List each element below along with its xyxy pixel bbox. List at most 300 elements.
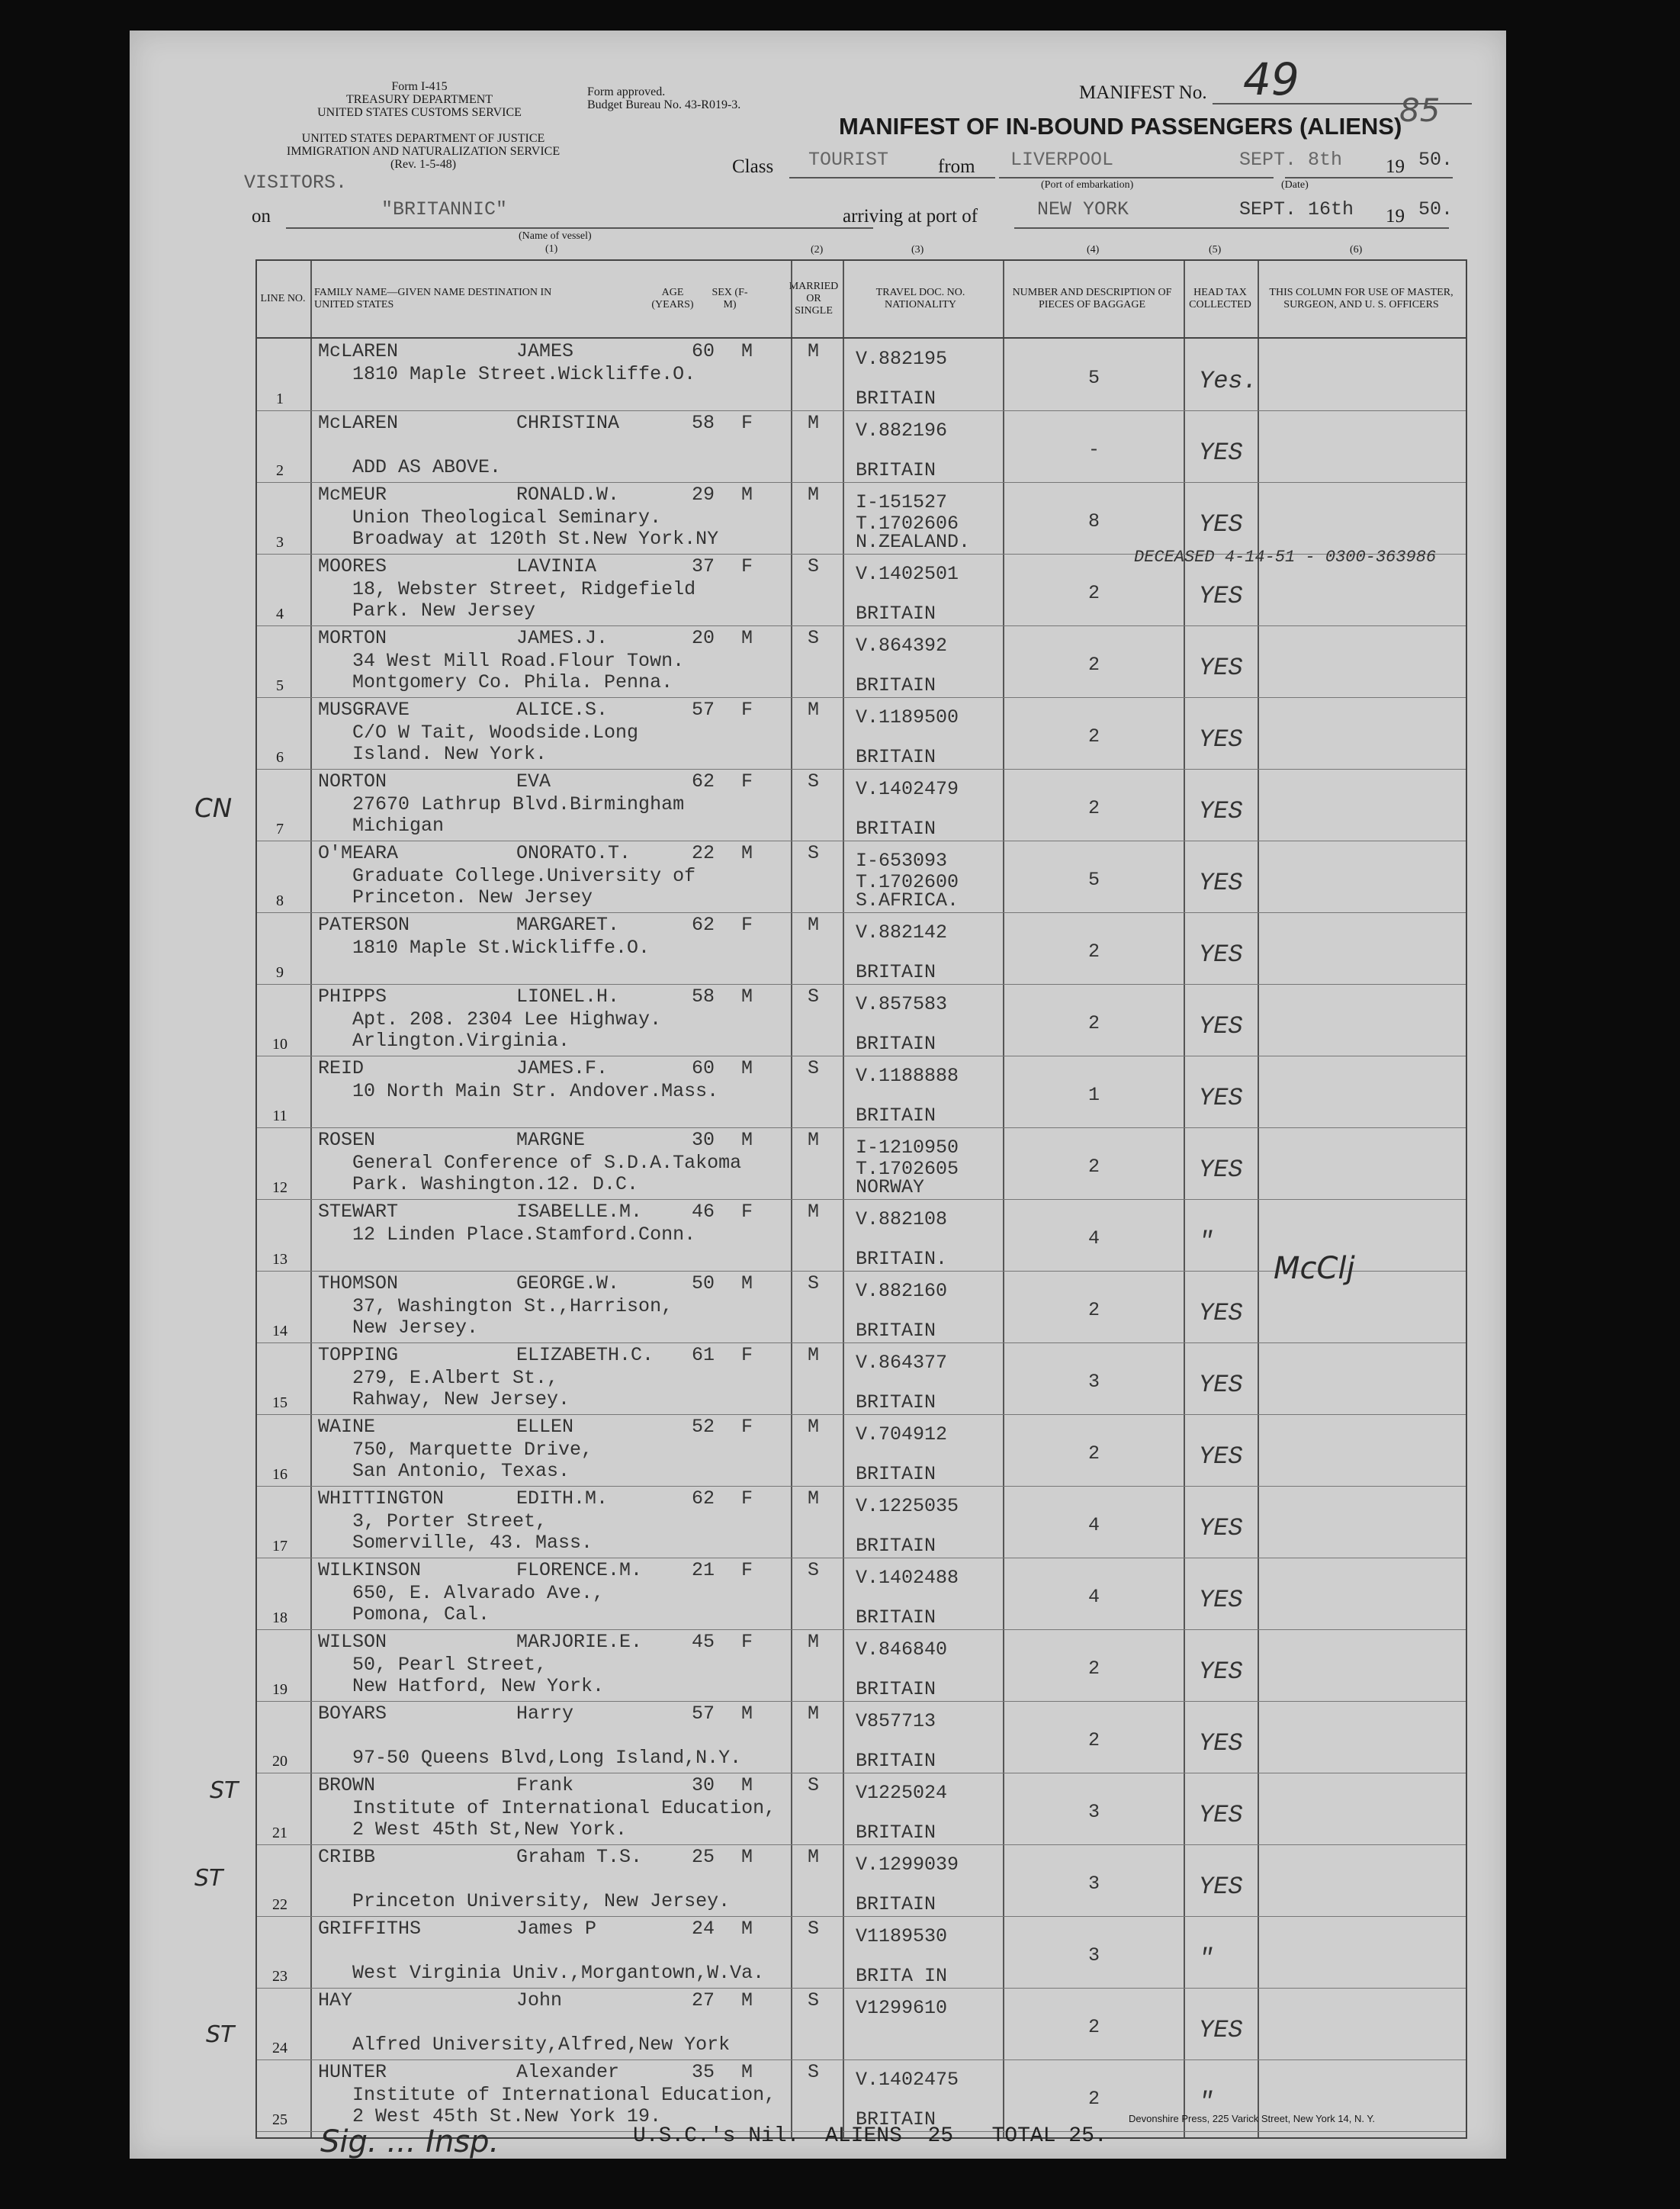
passenger-address-line2: 2 West 45th St.New York 19.: [352, 2105, 662, 2127]
passenger-nationality: BRITAIN: [856, 1606, 936, 1629]
class-label: Class: [732, 156, 774, 177]
passenger-given-name: Frank: [516, 1774, 574, 1796]
passenger-nationality: BRITAIN: [856, 674, 936, 696]
head-tax-collected: YES: [1199, 654, 1243, 682]
form-rev: (Rev. 1-5-48): [390, 158, 457, 171]
travel-doc-number: V.704912: [856, 1423, 948, 1445]
baggage-count: 3: [1088, 1873, 1100, 1895]
passenger-sex: M: [741, 1774, 753, 1796]
travel-doc-number: V.1299039: [856, 1854, 959, 1876]
passenger-age: 20: [692, 627, 715, 649]
manifest-label: MANIFEST No.: [1079, 82, 1207, 103]
passenger-family-name: WAINE: [318, 1416, 376, 1438]
travel-doc-number-2: T.1702600: [856, 871, 959, 893]
header-divider: [257, 337, 1466, 339]
head-tax-collected: YES: [1199, 582, 1243, 610]
col-num-5: (5): [1209, 244, 1222, 256]
baggage-count: 3: [1088, 1371, 1100, 1393]
passenger-family-name: WILSON: [318, 1631, 387, 1653]
passenger-address-line2: Somerville, 43. Mass.: [352, 1532, 593, 1554]
line-number: 6: [276, 749, 284, 766]
passenger-nationality: BRITAIN: [856, 1678, 936, 1700]
passenger-family-name: McLAREN: [318, 412, 399, 434]
passenger-family-name: PHIPPS: [318, 986, 387, 1008]
year-prefix-1: 19: [1386, 156, 1405, 177]
passenger-marital-status: M: [808, 1129, 820, 1151]
head-tax-collected: YES: [1199, 797, 1243, 825]
row-divider: [257, 410, 1466, 411]
row-divider: [257, 1486, 1466, 1487]
col-num-4: (4): [1087, 244, 1100, 256]
passenger-marital-status: M: [808, 1201, 820, 1223]
passenger-given-name: James P: [516, 1918, 597, 1940]
col-header-officers: THIS COLUMN FOR USE OF MASTER, SURGEON, AND U. S. OFFICERS: [1269, 287, 1454, 310]
passenger-marital-status: S: [808, 2061, 820, 2083]
margin-note-st: ST: [206, 2021, 235, 2048]
passenger-nationality: BRITAIN: [856, 1104, 936, 1127]
passenger-family-name: WHITTINGTON: [318, 1487, 445, 1510]
passenger-marital-status: S: [808, 986, 820, 1008]
col-header-baggage: NUMBER AND DESCRIPTION OF PIECES OF BAGGAGE: [1012, 287, 1172, 310]
passenger-nationality: BRITA IN: [856, 1965, 948, 1987]
passenger-given-name: LAVINIA: [516, 555, 597, 577]
passenger-sex: F: [741, 1487, 753, 1510]
class-value: TOURIST: [808, 149, 889, 171]
passenger-marital-status: M: [808, 914, 820, 936]
passenger-age: 29: [692, 484, 715, 506]
travel-doc-number: V.1188888: [856, 1065, 959, 1087]
arrival-line: [1014, 227, 1449, 229]
line-number: 7: [276, 821, 284, 838]
head-tax-collected: YES: [1199, 510, 1243, 539]
baggage-count: 4: [1088, 1514, 1100, 1536]
head-tax-collected: YES: [1199, 725, 1243, 754]
passenger-marital-status: M: [808, 699, 820, 721]
form-ins: IMMIGRATION AND NATURALIZATION SERVICE: [286, 145, 561, 158]
passenger-age: 62: [692, 770, 715, 793]
passenger-marital-status: M: [808, 1344, 820, 1366]
margin-note-st: ST: [194, 1865, 223, 1892]
travel-doc-number: V.1225035: [856, 1495, 959, 1517]
table-row: [257, 1559, 1466, 1630]
passenger-address-line1: 18, Webster Street, Ridgefield: [352, 578, 696, 600]
travel-doc-number: V.1402488: [856, 1567, 959, 1589]
passenger-address-line1: Graduate College.University of: [352, 865, 696, 887]
passenger-address-line2: Montgomery Co. Phila. Penna.: [352, 671, 673, 693]
line-number: 9: [276, 964, 284, 981]
table-row: [257, 770, 1466, 841]
line-number: 17: [272, 1538, 287, 1555]
vessel-caption: (Name of vessel): [519, 230, 592, 242]
passenger-family-name: MOORES: [318, 555, 387, 577]
baggage-count: 2: [1088, 1012, 1100, 1034]
passenger-address-line1: 10 North Main Str. Andover.Mass.: [352, 1080, 719, 1102]
baggage-count: 2: [1088, 1729, 1100, 1751]
passenger-family-name: WILKINSON: [318, 1559, 422, 1581]
from-line: [999, 177, 1274, 178]
passenger-sex: F: [741, 1416, 753, 1438]
passenger-address-line1: 279, E.Albert St.,: [352, 1367, 559, 1389]
passenger-sex: M: [741, 842, 753, 864]
page-number: 85: [1399, 92, 1441, 129]
passenger-marital-status: S: [808, 1559, 820, 1581]
passenger-address-line2: 97-50 Queens Blvd,Long Island,N.Y.: [352, 1747, 742, 1769]
col-header-sex: SEX (F-M): [712, 287, 748, 310]
passenger-address-line1: 37, Washington St.,Harrison,: [352, 1295, 673, 1317]
passenger-family-name: MUSGRAVE: [318, 699, 410, 721]
passenger-address-line2: Princeton. New Jersey: [352, 886, 593, 908]
passenger-given-name: EVA: [516, 770, 551, 793]
row-divider: [257, 984, 1466, 985]
line-number: 22: [272, 1896, 287, 1913]
row-divider: [257, 1629, 1466, 1630]
passenger-sex: M: [741, 1272, 753, 1294]
travel-doc-number: V857713: [856, 1710, 936, 1732]
passenger-address-line2: New Hatford, New York.: [352, 1675, 605, 1697]
margin-note-cn: CN: [194, 793, 233, 824]
passenger-address-line2: Rahway, New Jersey.: [352, 1388, 570, 1410]
passenger-family-name: BROWN: [318, 1774, 376, 1796]
passenger-family-name: STEWART: [318, 1201, 399, 1223]
passenger-address-line2: Park. Washington.12. D.C.: [352, 1173, 639, 1195]
passenger-address-line2: Island. New York.: [352, 743, 548, 765]
passenger-marital-status: M: [808, 1487, 820, 1510]
passenger-family-name: REID: [318, 1057, 365, 1079]
head-tax-collected: YES: [1199, 869, 1243, 897]
passenger-given-name: MARJORIE.E.: [516, 1631, 643, 1653]
arrival-date: SEPT. 16th: [1239, 198, 1354, 220]
line-number: 10: [272, 1036, 287, 1053]
passenger-family-name: HUNTER: [318, 2061, 387, 2083]
row-divider: [257, 769, 1466, 770]
baggage-count: 2: [1088, 941, 1100, 963]
baggage-count: 2: [1088, 1156, 1100, 1178]
passenger-age: 57: [692, 1703, 715, 1725]
passenger-given-name: JAMES: [516, 340, 574, 362]
passenger-marital-status: M: [808, 1846, 820, 1868]
arrival-port: NEW YORK: [1037, 198, 1129, 220]
passenger-address-line2: Alfred University,Alfred,New York: [352, 2034, 731, 2056]
passenger-given-name: ONORATO.T.: [516, 842, 631, 864]
passenger-family-name: NORTON: [318, 770, 387, 793]
line-number: 4: [276, 606, 284, 622]
vessel-col-number: (1): [545, 243, 558, 255]
passenger-marital-status: M: [808, 484, 820, 506]
row-divider: [257, 912, 1466, 913]
passenger-family-name: CRIBB: [318, 1846, 376, 1868]
table-row: [257, 986, 1466, 1056]
passenger-address-line1: 34 West Mill Road.Flour Town.: [352, 650, 685, 672]
passenger-sex: F: [741, 1201, 753, 1223]
travel-doc-number: V1225024: [856, 1782, 948, 1804]
passenger-nationality: BRITAIN: [856, 1463, 936, 1485]
head-tax-collected: Yes.: [1199, 367, 1258, 395]
baggage-count: 5: [1088, 869, 1100, 891]
date1-line: [1285, 177, 1453, 178]
col-header-tax: HEAD TAX COLLECTED: [1189, 287, 1251, 310]
passenger-given-name: ISABELLE.M.: [516, 1201, 643, 1223]
head-tax-collected: YES: [1199, 2016, 1243, 2044]
on-label: on: [252, 206, 271, 227]
passenger-marital-status: M: [808, 412, 820, 434]
line-number: 3: [276, 534, 284, 551]
from-label: from: [938, 156, 975, 177]
passenger-address-line2: Michigan: [352, 815, 445, 837]
vessel-line: [286, 227, 873, 229]
printer-imprint: Devonshire Press, 225 Varick Street, New York 14, N. Y.: [1129, 2113, 1375, 2124]
passenger-address-line2: West Virginia Univ.,Morgantown,W.Va.: [352, 1962, 765, 1984]
travel-doc-number-2: T.1702606: [856, 513, 959, 535]
travel-doc-number: V.1402501: [856, 563, 959, 585]
arriving-label: arriving at port of: [843, 206, 978, 227]
passenger-age: 57: [692, 699, 715, 721]
passenger-nationality: S.AFRICA.: [856, 889, 959, 912]
passenger-address-line2: Pomona, Cal.: [352, 1603, 490, 1625]
passenger-age: 25: [692, 1846, 715, 1868]
form-dept: TREASURY DEPARTMENT: [345, 93, 493, 106]
col-num-6: (6): [1350, 244, 1363, 256]
passenger-age: 30: [692, 1129, 715, 1151]
col-header-line: LINE NO.: [260, 293, 306, 304]
passenger-sex: F: [741, 770, 753, 793]
head-tax-collected: YES: [1199, 1729, 1243, 1757]
head-tax-collected: YES: [1199, 1658, 1243, 1686]
passenger-nationality: N.ZEALAND.: [856, 531, 971, 553]
passenger-marital-status: S: [808, 1272, 820, 1294]
passenger-given-name: FLORENCE.M.: [516, 1559, 643, 1581]
arrival-year: 50.: [1418, 198, 1454, 220]
passenger-marital-status: S: [808, 1057, 820, 1079]
line-number: 24: [272, 2040, 287, 2056]
line-number: 1: [276, 391, 284, 407]
passenger-sex: M: [741, 1846, 753, 1868]
head-tax-collected: YES: [1199, 1084, 1243, 1112]
travel-doc-number-2: T.1702605: [856, 1158, 959, 1180]
margin-note-st: ST: [210, 1777, 239, 1804]
table-row: [257, 1703, 1466, 1773]
baggage-count: 3: [1088, 1801, 1100, 1823]
travel-doc-number: V1299610: [856, 1997, 948, 2019]
passenger-family-name: THOMSON: [318, 1272, 399, 1294]
passenger-family-name: MORTON: [318, 627, 387, 649]
head-tax-collected: YES: [1199, 1514, 1243, 1542]
line-number: 5: [276, 677, 284, 694]
baggage-count: 1: [1088, 1084, 1100, 1106]
passenger-given-name: Alexander: [516, 2061, 620, 2083]
passenger-family-name: McLAREN: [318, 340, 399, 362]
passenger-age: 52: [692, 1416, 715, 1438]
head-tax-collected: YES: [1199, 1873, 1243, 1901]
head-tax-collected: YES: [1199, 1299, 1243, 1327]
date-caption: (Date): [1281, 179, 1309, 191]
passenger-address-line1: 12 Linden Place.Stamford.Conn.: [352, 1223, 696, 1246]
head-tax-collected: YES: [1199, 1156, 1243, 1184]
table-row: [257, 340, 1466, 411]
table-row: [257, 484, 1466, 555]
passenger-nationality: BRITAIN: [856, 1320, 936, 1342]
passenger-marital-status: M: [808, 340, 820, 362]
passenger-given-name: GEORGE.W.: [516, 1272, 620, 1294]
visitors-label: VISITORS.: [244, 172, 348, 194]
manifest-summary: U.S.C.'s Nil. ALIENS 25 TOTAL 25.: [633, 2124, 1107, 2148]
row-divider: [257, 1988, 1466, 1989]
passenger-nationality: BRITAIN: [856, 459, 936, 481]
line-number: 19: [272, 1681, 287, 1698]
passenger-address-line1: Institute of International Education,: [352, 2084, 776, 2106]
baggage-count: 4: [1088, 1586, 1100, 1608]
passenger-marital-status: S: [808, 1918, 820, 1940]
passenger-address-line1: Union Theological Seminary.: [352, 506, 662, 529]
passenger-family-name: HAY: [318, 1989, 353, 2011]
passenger-age: 58: [692, 986, 715, 1008]
passenger-given-name: ELLEN: [516, 1416, 574, 1438]
passenger-marital-status: S: [808, 627, 820, 649]
manifest-number: 49: [1243, 53, 1299, 105]
passenger-marital-status: S: [808, 770, 820, 793]
passenger-marital-status: S: [808, 1774, 820, 1796]
travel-doc-number: I-653093: [856, 850, 948, 872]
col-header-doc: TRAVEL DOC. NO. NATIONALITY: [875, 287, 965, 310]
passenger-sex: F: [741, 1631, 753, 1653]
passenger-address-line2: Broadway at 120th St.New York.NY: [352, 528, 719, 550]
passenger-nationality: BRITAIN: [856, 603, 936, 625]
row-divider: [257, 1414, 1466, 1415]
passenger-given-name: ELIZABETH.C.: [516, 1344, 654, 1366]
passenger-sex: M: [741, 1057, 753, 1079]
passenger-address-line2: Princeton University, New Jersey.: [352, 1890, 731, 1912]
embark-year: 50.: [1418, 149, 1454, 171]
col-header-married: MARRIED OR SINGLE: [789, 281, 839, 317]
row-divider: [257, 1342, 1466, 1343]
passenger-address-line1: 650, E. Alvarado Ave.,: [352, 1582, 605, 1604]
passenger-age: 21: [692, 1559, 715, 1581]
line-number: 20: [272, 1753, 287, 1770]
passenger-address-line1: 27670 Lathrup Blvd.Birmingham: [352, 793, 685, 815]
travel-doc-number: V.1189500: [856, 706, 959, 728]
head-tax-collected: YES: [1199, 1586, 1243, 1614]
head-tax-collected: YES: [1199, 1012, 1243, 1040]
table-row: [257, 548, 1466, 626]
passenger-family-name: ROSEN: [318, 1129, 376, 1151]
table-row: [257, 699, 1466, 770]
passenger-family-name: TOPPING: [318, 1344, 399, 1366]
baggage-count: 2: [1088, 1658, 1100, 1680]
passenger-nationality: BRITAIN: [856, 1750, 936, 1772]
passenger-marital-status: S: [808, 1989, 820, 2011]
line-number: 8: [276, 892, 284, 909]
table-row: [257, 1487, 1466, 1558]
passenger-address-line1: C/O W Tait, Woodside.Long: [352, 722, 639, 744]
table-row: [257, 412, 1466, 483]
passenger-table: [255, 259, 1467, 2139]
row-divider: [257, 1127, 1466, 1128]
passenger-nationality: BRITAIN: [856, 1033, 936, 1055]
passenger-sex: M: [741, 986, 753, 1008]
travel-doc-number: V.882160: [856, 1280, 948, 1302]
row-divider: [257, 482, 1466, 483]
passenger-address-line1: General Conference of S.D.A.Takoma: [352, 1152, 742, 1174]
officer-initials: McClj: [1274, 1251, 1355, 1286]
passenger-address-line1: Institute of International Education,: [352, 1797, 776, 1819]
line-number: 18: [272, 1609, 287, 1626]
passenger-age: 62: [692, 1487, 715, 1510]
travel-doc-number: I-1210950: [856, 1137, 959, 1159]
passenger-age: 46: [692, 1201, 715, 1223]
passenger-marital-status: S: [808, 842, 820, 864]
travel-doc-number: V.1402479: [856, 778, 959, 800]
passenger-sex: M: [741, 484, 753, 506]
passenger-address-line2: Park. New Jersey: [352, 600, 536, 622]
passenger-given-name: ALICE.S.: [516, 699, 609, 721]
baggage-count: 5: [1088, 367, 1100, 389]
passenger-age: 60: [692, 1057, 715, 1079]
passenger-nationality: BRITAIN: [856, 1893, 936, 1915]
line-number: 2: [276, 462, 284, 479]
passenger-sex: F: [741, 1344, 753, 1366]
line-number: 13: [272, 1251, 287, 1268]
passenger-given-name: MARGNE: [516, 1129, 586, 1151]
passenger-marital-status: S: [808, 555, 820, 577]
baggage-count: -: [1088, 439, 1100, 461]
travel-doc-number: V.882196: [856, 420, 948, 442]
row-divider: [257, 1916, 1466, 1917]
form-justice: UNITED STATES DEPARTMENT OF JUSTICE: [301, 132, 545, 145]
table-row: [257, 1057, 1466, 1128]
head-tax-collected: ": [1199, 1944, 1214, 1973]
passenger-nationality: BRITAIN: [856, 961, 936, 983]
passenger-sex: M: [741, 1703, 753, 1725]
passenger-nationality: BRITAIN.: [856, 1248, 948, 1270]
passenger-sex: M: [741, 340, 753, 362]
row-divider: [257, 1199, 1466, 1200]
row-divider: [257, 697, 1466, 698]
head-tax-collected: ": [1199, 1227, 1214, 1256]
table-row: [257, 842, 1466, 913]
head-tax-collected: YES: [1199, 439, 1243, 467]
passenger-age: 24: [692, 1918, 715, 1940]
passenger-family-name: O'MEARA: [318, 842, 399, 864]
line-number: 11: [272, 1108, 287, 1124]
passenger-nationality: BRITAIN: [856, 1391, 936, 1413]
embark-date: SEPT. 8th: [1239, 149, 1343, 171]
passenger-nationality: BRITAIN: [856, 818, 936, 840]
baggage-count: 2: [1088, 1299, 1100, 1321]
line-number: 14: [272, 1323, 287, 1339]
passenger-marital-status: M: [808, 1703, 820, 1725]
travel-doc-number: V.864392: [856, 635, 948, 657]
passenger-age: 30: [692, 1774, 715, 1796]
line-number: 12: [272, 1179, 287, 1196]
baggage-count: 2: [1088, 797, 1100, 819]
baggage-count: 2: [1088, 2088, 1100, 2110]
passenger-age: 58: [692, 412, 715, 434]
passenger-sex: F: [741, 699, 753, 721]
table-row: [257, 1416, 1466, 1487]
passenger-given-name: John: [516, 1989, 563, 2011]
passenger-address-line2: New Jersey.: [352, 1317, 479, 1339]
baggage-count: 2: [1088, 1442, 1100, 1465]
passenger-nationality: BRITAIN: [856, 2108, 936, 2130]
passenger-sex: F: [741, 1559, 753, 1581]
vessel-name: "BRITANNIC": [381, 198, 508, 220]
baggage-count: 2: [1088, 582, 1100, 604]
passenger-address-line2: Arlington.Virginia.: [352, 1030, 570, 1052]
travel-doc-number: V.864377: [856, 1352, 948, 1374]
table-row: [257, 1631, 1466, 1702]
row-divider: [257, 625, 1466, 626]
table-row: [257, 914, 1466, 985]
travel-doc-number: I-151527: [856, 491, 948, 513]
